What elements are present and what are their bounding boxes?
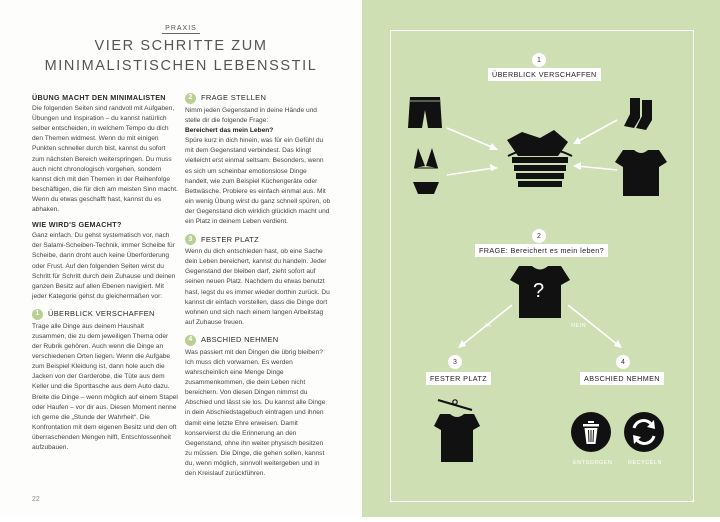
step-2-text-a: Nimm jeden Gegenstand in deine Hände und stelle dir die folgende Frage: [185, 107, 317, 125]
section-label: PRAXIS [0, 25, 362, 32]
socks-icon [624, 98, 652, 130]
diagram-step-4-number: 4 [616, 355, 630, 369]
hanging-shirt-icon [434, 400, 480, 462]
dispose-label: ENTSORGEN [573, 460, 613, 466]
step-2-question: Bereichert das mein Leben? [185, 127, 274, 135]
question-mark: ? [533, 280, 545, 302]
diagram-step-3-number: 3 [448, 355, 462, 369]
step-3-heading [185, 234, 331, 245]
step-2-heading [185, 93, 331, 104]
text-column-1 [32, 93, 178, 453]
left-page [0, 0, 362, 517]
laundry-basket-icon [507, 130, 572, 187]
diagram-step-2-number: 2 [532, 229, 546, 243]
step-3-text: Wenn du dich entschieden hast, ob eine Sache dein Leben bereichert, kannst du handeln. Jeder Gegenstand der bleiben darf, zieht sofort auf seinen neuen Platz. Nachdem du etwas benutzt hast, legst du es immer wieder dorthin zurück. Du kannst dir einfach vorstellen, dass die Dinge dort wohnen und sich nach einem langen Arbeitstag auf Zuhause freuen. [185, 248, 330, 326]
recycle-label: RECYCELN [628, 460, 662, 466]
title-line-1: VIER SCHRITTE ZUM [94, 38, 268, 54]
shorts-icon [408, 97, 442, 128]
diagram-step-2-label: FRAGE: Bereichert es mein leben? [475, 244, 608, 257]
diagram-step-4-label: ABSCHIED NEHMEN [580, 372, 664, 385]
title-line-2: MINIMALISTISCHEN LEBENSSTIL [44, 58, 318, 74]
step-2-text-b: Spüre kurz in dich hinein, was für ein Gefühl du mit dem Gegenstand verbindest. Das klingt vielleicht erst einmal seltsam. Besonders, wenn es sich um scheinbar emotionslose Dinge handelt, wie zum Beispiel Küchengeräte oder Bettwäsche. Probiere es einfach einmal aus. Mit ein wenig Übung wirst du ganz schnell spüren, ob der Gegenstand dich wirklich glücklich macht und ein Platz in deinem Leben verdient. [185, 137, 331, 226]
bikini-icon [413, 148, 439, 194]
step-2-number: 2 [185, 93, 196, 104]
heading-practice: ÜBUNG MACHT DEN MINIMALISTEN [32, 93, 166, 102]
step-1-number: 1 [32, 309, 43, 320]
recycle-circle-icon [624, 412, 664, 452]
diagram-step-1-label: ÜBERBLICK VERSCHAFFEN [488, 68, 601, 81]
page-number: 22 [32, 496, 40, 503]
tshirt-icon [615, 150, 667, 196]
diagram-step-1-number: 1 [532, 53, 546, 67]
page-title [0, 36, 362, 76]
paragraph-practice: Die folgenden Seiten sind randvoll mit Aufgaben, Übungen und Inspiration – du kannst natürlich selber entscheiden, in welchem Tempo du dich den Themen widmest. Wenn du mit einigen Punkten schneller durch bist, kannst du sofort zum nächsten Bereich weiterspringen. Du muss auch nicht chronologisch vorgehen, sondern kannst dich mit den Themen in der Reihenfolge beschäftigen, die für dich am meisten Sinn macht. Wenn du etwas geschafft hast, kannst du es abhaken. [32, 105, 178, 214]
branch-yes-label: JA [484, 323, 492, 329]
branch-no-label: NEIN [571, 323, 587, 329]
text-column-2 [185, 93, 331, 479]
paragraph-how: Ganz einfach. Du gehst systematisch vor, nach der Salami-Scheiben-Technik, immer Scheibe für Scheibe, dann droht auch keine Überforderung oder Frust. Auf den folgenden Seiten wirst du Schritt für Schritt durch dein Zuhause und deinen ganzen Besitz auf allen Ebenen navigiert. Mit jeder Kategorie gehst du gleichermaßen vor: [32, 232, 176, 300]
step-4-number: 4 [185, 335, 196, 346]
step-4-heading [185, 335, 331, 346]
step-1-text: Trage alle Dinge aus deinem Haushalt zusammen, die zu dem jeweiligen Thema oder der Rubrik gehören. Auch wenn die Dinge an verschiedenen Orten liegen. Wenn die Aufgabe zum Beispiel Kleidung ist, dann hole auch die Jacken von der Garderobe, die Tüte aus dem Keller und die Sporttasche aus dem Auto dazu. Breite die Dinge – wenn möglich auf einem Stapel oder Haufen – vor dir aus. Diesen Moment nenne ich gerne die „Stunde der Wahrheit“. Die Konfrontation mit dem eigenen Besitz und den oft überraschenden Mengen hilft, Entschlossenheit aufzubauen. [32, 322, 178, 451]
diagram-step-3-label: FESTER PLATZ [426, 372, 491, 385]
step-3-title: FESTER PLATZ [201, 234, 260, 244]
step-1-title: ÜBERBLICK VERSCHAFFEN [48, 309, 155, 319]
heading-how: WIE WIRD'S GEMACHT? [32, 220, 122, 230]
dispose-circle-icon [571, 412, 611, 452]
step-3-number: 3 [185, 234, 196, 245]
step-2-title: FRAGE STELLEN [201, 93, 267, 103]
step-4-title: ABSCHIED NEHMEN [201, 335, 279, 345]
step-4-text: Was passiert mit den Dingen die übrig bleiben? Ich muss dich vorwarnen. Es werden wahrscheinlich eine Menge Dinge zusammenkommen, die dein Leben nicht bereichern. Von diesen Dingen nimmst du Abschied und lässt sie los. Du kannst alle Dinge in dein Abschiedstagebuch eintragen und ihnen damit eine letzte Ehre erweisen. Damit konservierst du die Erinnerung an den Gegenstand, ohne ihn weiter physisch besitzen zu müssen. Die Dinge, die gehen sollen, kannst du, wenn möglich, sinnvoll weitergeben und in den Kreislauf zurückführen. [185, 348, 326, 477]
step-1-heading [32, 309, 178, 320]
